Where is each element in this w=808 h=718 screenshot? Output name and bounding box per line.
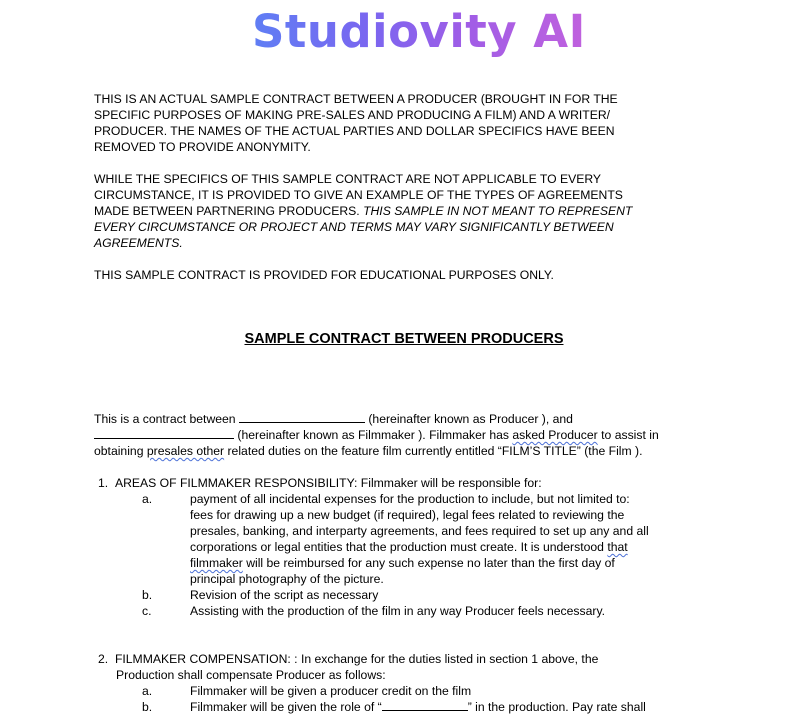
opening-line-1 bbox=[94, 411, 714, 427]
opening-text: (hereinafter known as Filmmaker ). Filmmaker has bbox=[237, 428, 509, 442]
item-text: Filmmaker will be given the role of “ bbox=[190, 700, 382, 714]
section-2-heading bbox=[98, 651, 598, 667]
opening-text: This is a contract between bbox=[94, 412, 236, 426]
intro-p2-line bbox=[94, 203, 734, 219]
item-line bbox=[190, 539, 649, 555]
section-heading: AREAS OF FILMMAKER RESPONSIBILITY: Filmmaker will be responsible for: bbox=[114, 476, 542, 490]
intro-p2-line: CIRCUMSTANCE, IT IS PROVIDED TO GIVE AN EXAMPLE OF THE TYPES OF AGREEMENTS bbox=[94, 188, 623, 202]
item-text: ” in the production. Pay rate shall bbox=[467, 700, 646, 714]
item-text: will be reimbursed for any such expense no later than the first day of bbox=[246, 556, 615, 570]
item-1b-text: Revision of the script as necessary bbox=[190, 588, 379, 602]
opening-text: (hereinafter known as Producer ), and bbox=[368, 412, 573, 426]
spellcheck-flagged-text: asked Producer bbox=[512, 428, 598, 442]
spellcheck-flagged-text: filmmaker bbox=[190, 556, 243, 570]
intro-p1-line: REMOVED TO PROVIDE ANONYMITY. bbox=[94, 140, 311, 154]
intro-p1-line: SPECIFIC PURPOSES OF MAKING PRE-SALES AND PRODUCING A FILM) AND A WRITER/ bbox=[94, 108, 611, 122]
section-number: 2. bbox=[98, 652, 109, 666]
opening-text: to assist in bbox=[601, 428, 659, 442]
disclaimer-italic: AGREEMENTS. bbox=[94, 236, 183, 250]
opening-text: obtaining bbox=[94, 444, 144, 458]
item-line: fees for drawing up a new budget (if required), legal fees related to reviewing the bbox=[190, 508, 625, 522]
item-letter: b. bbox=[142, 700, 153, 714]
item-letter: b. bbox=[142, 588, 153, 602]
item-letter: a. bbox=[142, 492, 153, 506]
intro-p1-line: THIS IS AN ACTUAL SAMPLE CONTRACT BETWEEN A PRODUCER (BROUGHT IN FOR THE bbox=[94, 92, 618, 106]
item-line: presales, banking, and interparty agreements, and fees required to set up any and all bbox=[190, 524, 649, 538]
item-2b-text bbox=[190, 699, 646, 715]
item-1c-text: Assisting with the production of the film in any way Producer feels necessary. bbox=[190, 604, 606, 618]
section-heading: FILMMAKER COMPENSATION: : In exchange for the duties listed in section 1 above, the bbox=[114, 652, 599, 666]
item-line: principal photography of the picture. bbox=[190, 572, 384, 586]
studiovity-logo bbox=[250, 4, 586, 60]
contract-title bbox=[0, 330, 808, 348]
intro-paragraph-3 bbox=[94, 267, 734, 283]
item-letter: c. bbox=[142, 604, 152, 618]
educational-notice: THIS SAMPLE CONTRACT IS PROVIDED FOR EDUCATIONAL PURPOSES ONLY. bbox=[94, 268, 554, 282]
intro-p2-line: WHILE THE SPECIFICS OF THIS SAMPLE CONTRACT ARE NOT APPLICABLE TO EVERY bbox=[94, 172, 602, 186]
intro-paragraph-2 bbox=[94, 171, 734, 251]
item-text: corporations or legal entities that the production must create. It is understood bbox=[190, 540, 604, 554]
section-number: 1. bbox=[98, 476, 109, 490]
intro-p2-normal: MADE BETWEEN PARTNERING PRODUCERS. bbox=[94, 204, 364, 218]
disclaimer-italic: THIS SAMPLE IN NOT MEANT TO REPRESENT bbox=[363, 204, 633, 218]
item-letter: a. bbox=[142, 684, 153, 698]
intro-p1-line: PRODUCER. THE NAMES OF THE ACTUAL PARTIES AND DOLLAR SPECIFICS HAVE BEEN bbox=[94, 124, 615, 138]
spellcheck-flagged-text: presales other bbox=[146, 444, 225, 458]
role-blank bbox=[382, 699, 468, 711]
contract-title-text: SAMPLE CONTRACT BETWEEN PRODUCERS bbox=[244, 331, 564, 347]
item-2a-text: Filmmaker will be given a producer credit on the film bbox=[190, 684, 472, 698]
producer-name-blank bbox=[239, 411, 365, 423]
brand-name: Studiovity AI bbox=[252, 5, 586, 58]
opening-line-2 bbox=[94, 427, 714, 443]
section-2-heading-cont: Production shall compensate Producer as follows: bbox=[116, 668, 386, 682]
spellcheck-flagged-text: that bbox=[607, 540, 628, 554]
intro-paragraph-1 bbox=[94, 91, 734, 155]
filmmaker-name-blank bbox=[94, 427, 234, 439]
item-line: payment of all incidental expenses for the production to include, but not limited to: bbox=[190, 492, 630, 506]
section-1-heading bbox=[98, 475, 542, 491]
item-line bbox=[190, 555, 649, 571]
opening-text: related duties on the feature film currently entitled “FILM’S TITLE” (the Film ). bbox=[227, 444, 643, 458]
item-1a-text bbox=[190, 491, 649, 587]
disclaimer-italic: EVERY CIRCUMSTANCE OR PROJECT AND TERMS MAY VARY SIGNIFICANTLY BETWEEN bbox=[94, 220, 614, 234]
opening-line-3 bbox=[94, 443, 714, 459]
opening-paragraph bbox=[94, 411, 714, 459]
